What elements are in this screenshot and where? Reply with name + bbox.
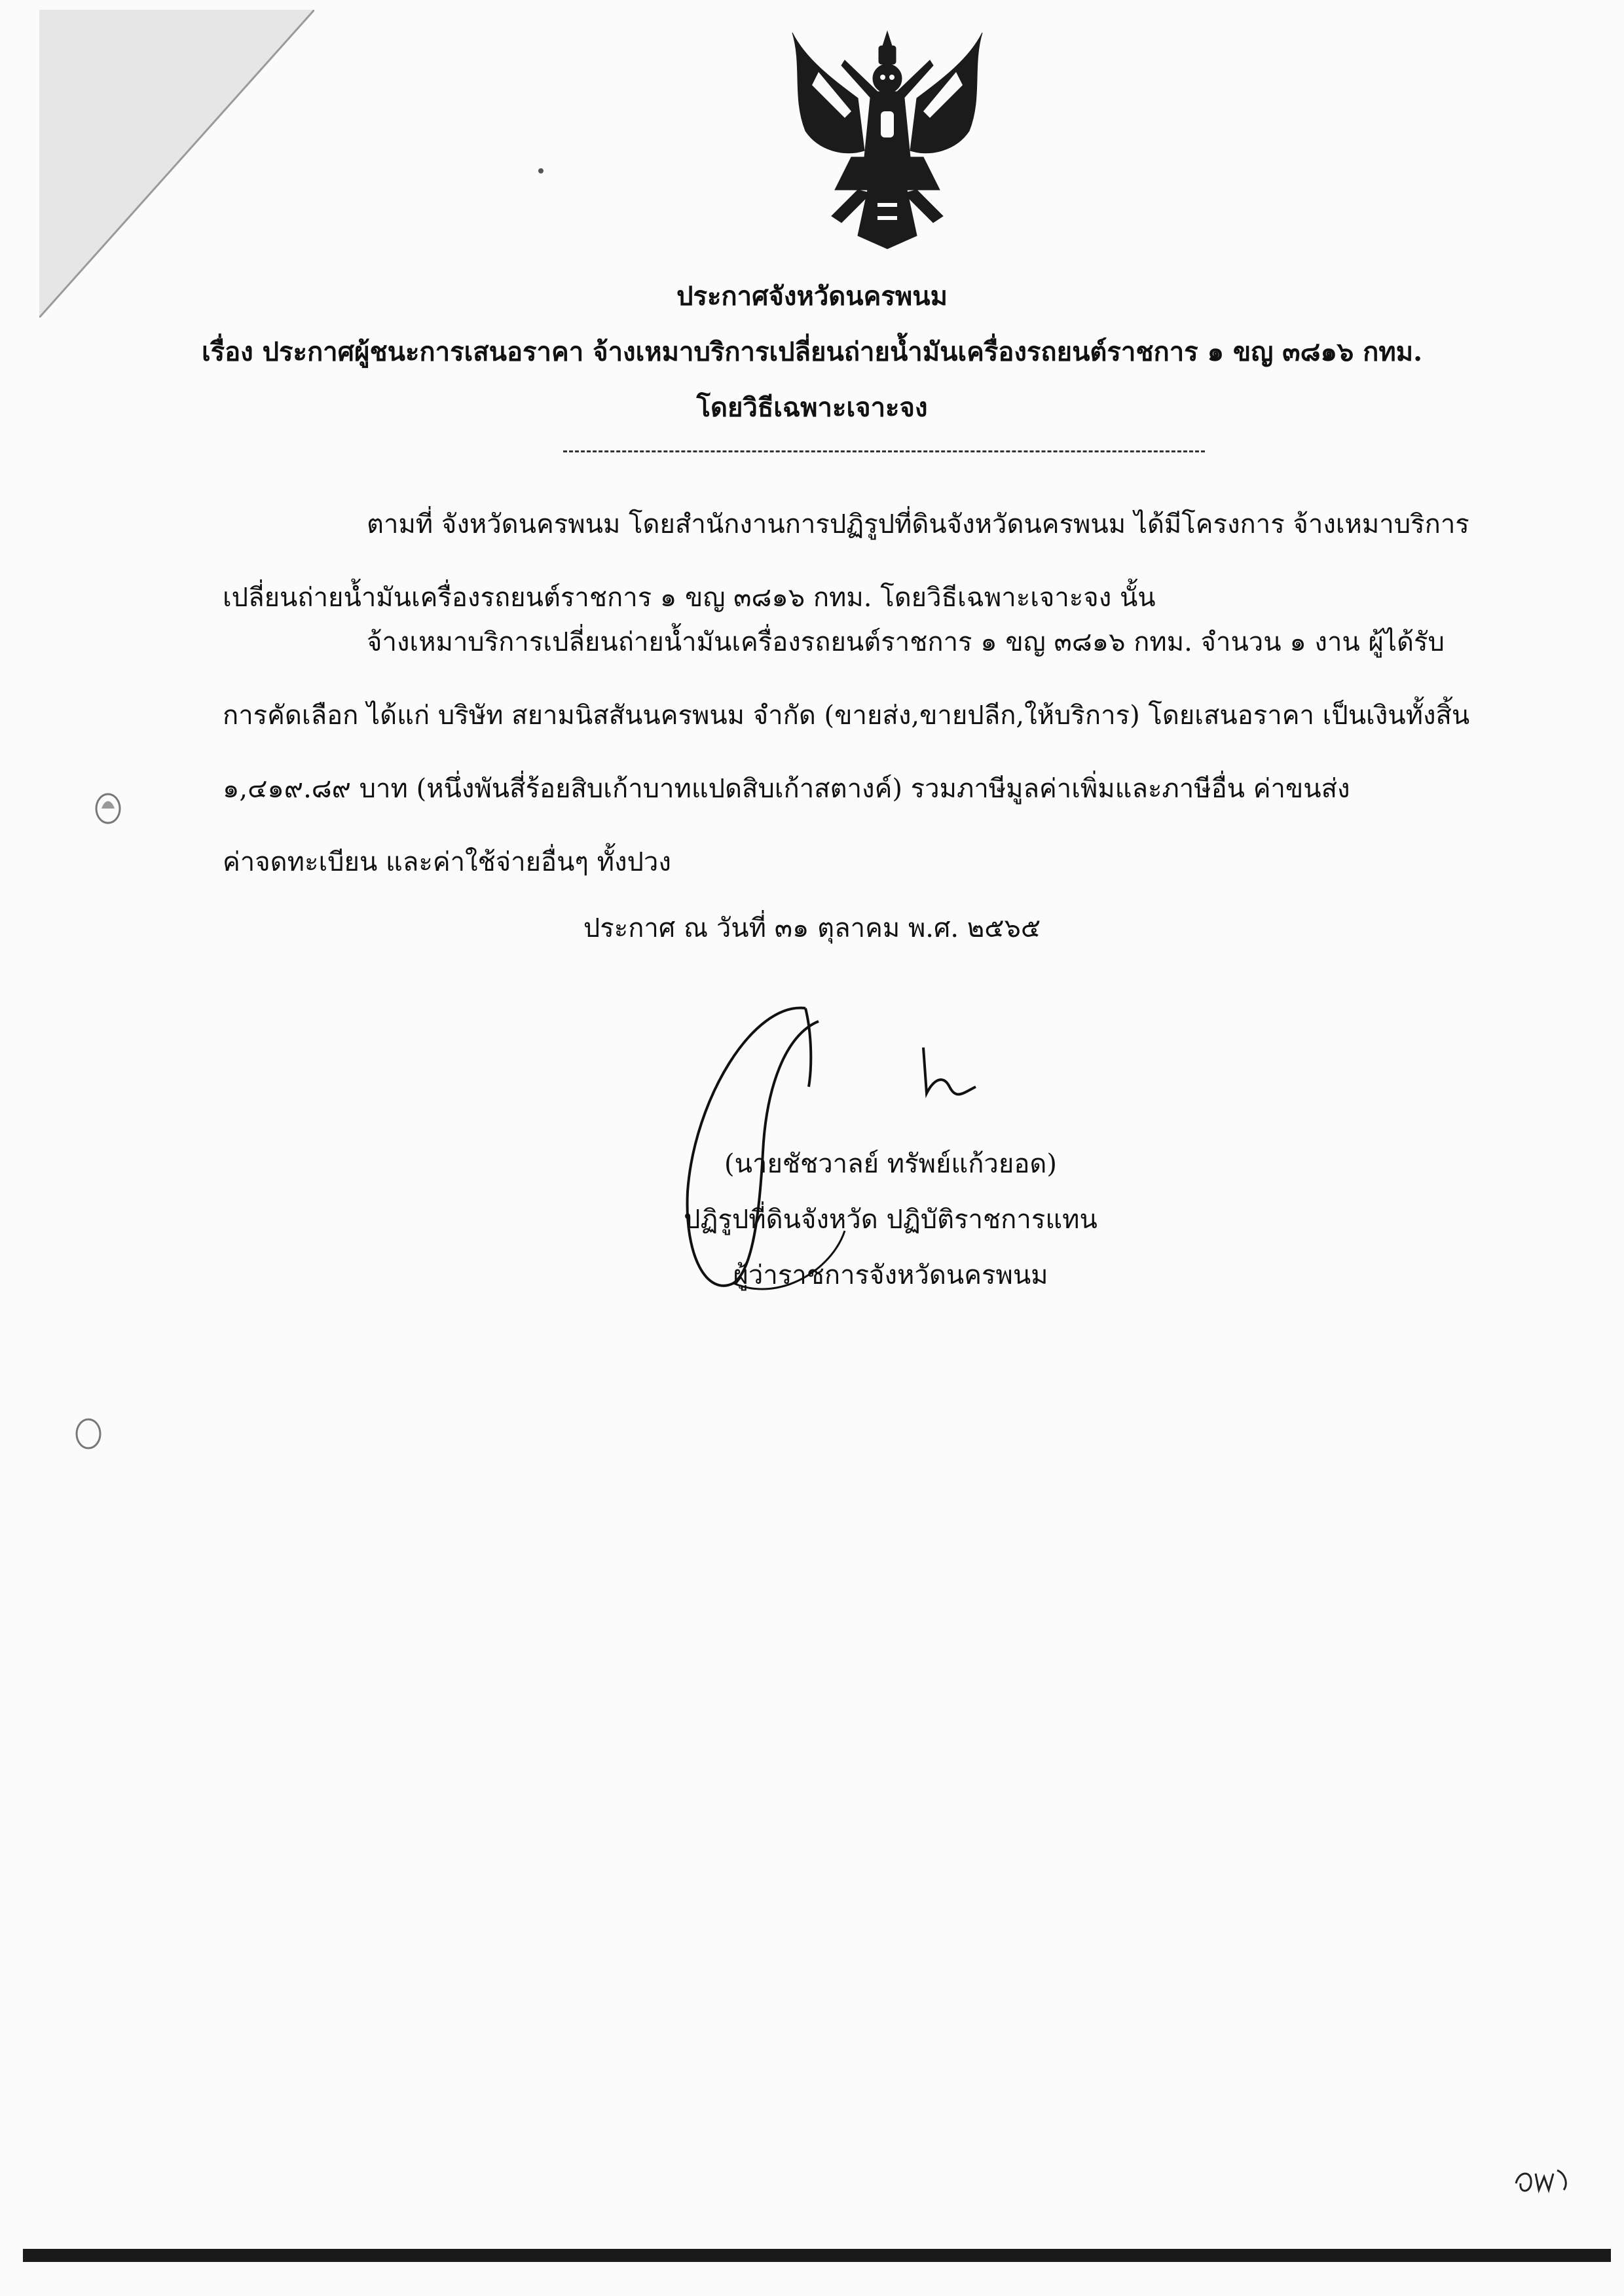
paragraph-line: การคัดเลือก ได้แก่ บริษัท สยามนิสสันนครพนม จำกัด (ขายส่ง,ขายปลีก,ให้บริการ) โดยเสนอราคา เป็นเงินทั้งสิ้น: [223, 701, 1470, 731]
garuda-emblem: [779, 26, 995, 252]
signatory-title: ปฏิรูปที่ดินจังหวัด ปฏิบัติราชการแทน: [684, 1205, 1098, 1235]
paragraph-line: ค่าจดทะเบียน และค่าใช้จ่ายอื่นๆ ทั้งปวง: [223, 847, 671, 877]
signatory-name: (นายชัชวาลย์ ทรัพย์แก้วยอด): [724, 1149, 1057, 1179]
paragraph-line: ๑,๔๑๙.๘๙ บาท (หนึ่งพันสี่ร้อยสิบเก้าบาทแปดสิบเก้าสตางค์) รวมภาษีมูลค่าเพิ่มและภาษีอื่น ค่าขนส่ง: [223, 774, 1350, 804]
dust-speck: [537, 167, 545, 175]
folded-corner: [39, 10, 314, 318]
paragraph-line: จ้างเหมาบริการเปลี่ยนถ่ายน้ำมันเครื่องรถยนต์ราชการ ๑ ขญ ๓๘๑๖ กทม. จำนวน ๑ งาน ผู้ได้รับ: [367, 627, 1445, 657]
document-title: ประกาศจังหวัดนครพนม: [676, 281, 948, 312]
paragraph-award: [223, 606, 1545, 899]
scan-bottom-edge: [23, 2249, 1611, 2262]
document-method: โดยวิธีเฉพาะเจาะจง: [696, 392, 928, 423]
signatory-position: ผู้ว่าราชการจังหวัดนครพนม: [733, 1260, 1048, 1290]
document-subject: เรื่อง ประกาศผู้ชนะการเสนอราคา จ้างเหมาบริการเปลี่ยนถ่ายน้ำมันเครื่องรถยนต์ราชการ ๑ ขญ ๓๘๑๖ กทม.: [201, 337, 1423, 367]
paragraph-line: ตามที่ จังหวัดนครพนม โดยสำนักงานการปฏิรูปที่ดินจังหวัดนครพนม ได้มีโครงการ จ้างเหมาบริการ: [367, 509, 1469, 539]
punch-hole-mark: [69, 1414, 108, 1453]
handwritten-page-mark: [1513, 2154, 1572, 2200]
header-separator: [563, 450, 1205, 452]
announcement-date: ประกาศ ณ วันที่ ๓๑ ตุลาคม พ.ศ. ๒๕๖๕: [583, 913, 1041, 943]
paragraph-line: เปลี่ยนถ่ายน้ำมันเครื่องรถยนต์ราชการ ๑ ขญ ๓๘๑๖ กทม. โดยวิธีเฉพาะเจาะจง นั้น: [223, 583, 1156, 613]
punch-hole-mark: [88, 789, 128, 828]
